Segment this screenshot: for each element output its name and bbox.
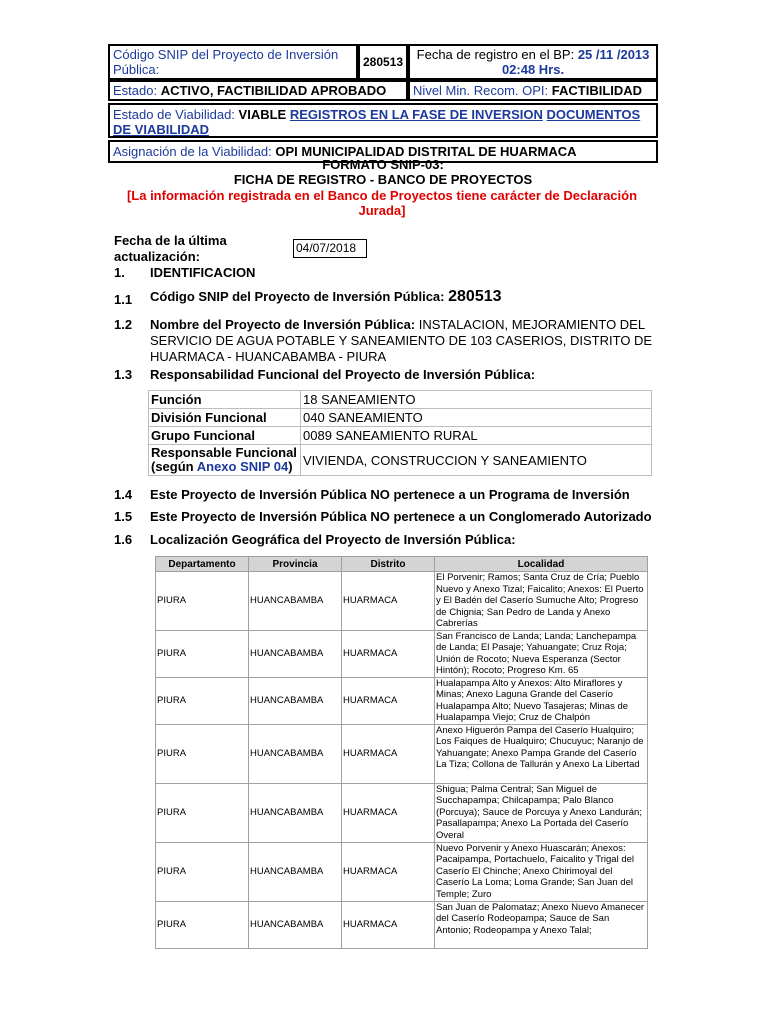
update-label: Fecha de la última actualización: [114,233,227,264]
cell-departamento: PIURA [156,724,249,783]
cell-provincia: HUANCABAMBA [249,572,342,631]
header-block [108,44,658,163]
viabilidad-value: VIABLE [238,107,287,122]
documentos-link[interactable]: DOCUMENTOS DE VIABILIDAD [113,107,641,137]
fecha-label: Fecha de registro en el BP: [416,47,575,62]
responsable-label: Responsable Funcional [151,445,297,460]
nivel-value: FACTIBILIDAD [551,83,643,98]
s15-num: 1.5 [114,509,133,524]
s11-label: Código SNIP del Proyecto de Inversión Pública: [150,289,445,304]
s14-label: Este Proyecto de Inversión Pública NO pertenece a un Programa de Inversión [150,487,630,502]
table-row [156,842,648,901]
table-row [156,572,648,631]
cell-localidad: San Juan de Palomataz; Anexo Nuevo Amanecer del Caserío Rodeopampa; Sauce de San Antonio; Rodeopampa y Anexo Talal; [435,901,648,948]
cell-localidad: El Porvenir; Ramos; Santa Cruz de Cría; Pueblo Nuevo y Anexo Tizal; Faicalito; Anexos: El Puerto y El Badén del Caserío Sumuche Alto; Progreso de Chignia; San Pedro de Landa y Anexo Cabrerías [435,572,648,631]
cell-provincia: HUANCABAMBA [249,724,342,783]
cell-localidad: San Francisco de Landa; Landa; Lanchepampa de Landa; El Pasaje; Yahuangate; Cruz Roja; Unión de Rocoto; Nueva Esperanza (Sector Hintón); Rocoto; Progreso Km. 65 [435,630,648,677]
header-top-table [108,44,658,101]
cell-provincia: HUANCABAMBA [249,901,342,948]
table-row [156,630,648,677]
estado-label: Estado: [113,83,158,98]
declaracion-note: [La información registrada en el Banco de Proyectos tiene carácter de Declaración Jurada] [126,188,638,218]
s1-num: 1. [114,265,125,280]
s11-value: 280513 [448,288,502,305]
header-departamento: Departamento [156,557,249,572]
table-row [156,783,648,842]
responsable-sub-open: (según [151,459,197,474]
header-provincia: Provincia [249,557,342,572]
s12-label: Nombre del Proyecto de Inversión Pública: [150,317,416,332]
responsable-sub-close: ) [288,459,293,474]
header-localidad: Localidad [435,557,648,572]
cell-localidad: Shigua; Palma Central; San Miguel de Succhapampa; Chilcapampa; Palo Blanco (Porcuya); Sauce de Porcuya y Anexo Landurán; Pasallapampa; Anexo La Portada del Caserío Overal [435,783,648,842]
localizacion-header-row [156,557,648,572]
table-row [156,901,648,948]
cell-provincia: HUANCABAMBA [249,677,342,724]
snip-value-cell [358,44,408,80]
division-row [149,409,652,427]
s13-label: Responsabilidad Funcional del Proyecto de Inversión Pública: [150,367,536,382]
responsable-label-cell [149,445,301,476]
cell-departamento: PIURA [156,842,249,901]
snip-value: 280513 [363,54,404,69]
cell-departamento: PIURA [156,783,249,842]
nivel-label: Nivel Min. Recom. OPI: [413,83,549,98]
s16-num: 1.6 [114,532,133,547]
registros-link[interactable]: REGISTROS EN LA FASE DE INVERSION [289,107,543,122]
cell-provincia: HUANCABAMBA [249,842,342,901]
s12-num: 1.2 [114,317,133,332]
funcion-value: 18 SANEAMIENTO [301,391,652,409]
viabilidad-row [108,103,658,138]
s12-value: INSTALACION, MEJORAMIENTO DEL SERVICIO DE AGUA POTABLE Y SANEAMIENTO DE 103 CASERIOS, DISTRITO DE HUARMACA - HUANCABAMBA - PIURA [150,317,653,364]
asignacion-value: OPI MUNICIPALIDAD DISTRITAL DE HUARMACA [275,144,577,159]
s14-num: 1.4 [114,487,133,502]
s12-text [150,317,660,365]
table-row [156,724,648,783]
viabilidad-label: Estado de Viabilidad: [113,107,235,122]
cell-localidad: Hualapampa Alto y Anexos: Alto Miraflores y Minas; Anexo Laguna Grande del Caserío Hualapampa Alto; Nuevo Tasajeras; Minas de Hualapampa Viejo; Cruz de Chalpón [435,677,648,724]
grupo-label: Grupo Funcional [149,427,301,445]
grupo-value: 0089 SANEAMIENTO RURAL [301,427,652,445]
estado-value: ACTIVO, FACTIBILIDAD APROBADO [160,83,387,98]
update-date: 04/07/2018 [293,239,367,258]
cell-distrito: HUARMACA [342,677,435,724]
nivel-cell [408,80,658,101]
ficha-title: FICHA DE REGISTRO - BANCO DE PROYECTOS [233,172,533,187]
snip-label: Código SNIP del Proyecto de Inversión Pública: [113,47,339,77]
table-row [156,677,648,724]
s11-text [150,289,660,305]
header-distrito: Distrito [342,557,435,572]
cell-distrito: HUARMACA [342,901,435,948]
division-value: 040 SANEAMIENTO [301,409,652,427]
cell-localidad: Nuevo Porvenir y Anexo Huascarán; Anexos: Pacaipampa, Portachuelo, Faicalito y Trigal del Caserío El Chinche; Anexo Chirimoyal del Caserío La Loma; Loma Grande; San Juan del Temple; Zuro [435,842,648,901]
cell-departamento: PIURA [156,572,249,631]
cell-departamento: PIURA [156,901,249,948]
cell-departamento: PIURA [156,677,249,724]
funcion-row [149,391,652,409]
responsable-row [149,445,652,476]
asignacion-label: Asignación de la Viabilidad: [113,144,272,159]
funcion-label: Función [149,391,301,409]
cell-distrito: HUARMACA [342,724,435,783]
formato-title: FORMATO SNIP-03: [322,157,444,172]
snip-label-cell [108,44,358,80]
anexo-snip-04-link[interactable]: Anexo SNIP 04 [196,459,289,474]
localizacion-table [155,556,648,949]
grupo-row [149,427,652,445]
cell-distrito: HUARMACA [342,842,435,901]
fecha-value: 25 /11 /2013 02:48 Hrs. [501,47,650,77]
cell-localidad: Anexo Higuerón Pampa del Caserío Hualquiro; Los Faiques de Hualquiro; Chucuyuc; Naranjo de Yahuangate; Anexo Pampa Grande del Caserío La Tiza; Collona de Tallurán y Anexo La Libertad [435,724,648,783]
s11-num: 1.1 [114,292,133,307]
s13-num: 1.3 [114,367,133,382]
cell-provincia: HUANCABAMBA [249,783,342,842]
s15-label: Este Proyecto de Inversión Pública NO pertenece a un Conglomerado Autorizado [150,509,652,524]
estado-cell [108,80,408,101]
cell-departamento: PIURA [156,630,249,677]
fecha-cell [408,44,658,80]
division-label: División Funcional [149,409,301,427]
s16-label: Localización Geográfica del Proyecto de Inversión Pública: [150,532,516,547]
cell-distrito: HUARMACA [342,783,435,842]
cell-distrito: HUARMACA [342,572,435,631]
cell-distrito: HUARMACA [342,630,435,677]
responsable-value: VIVIENDA, CONSTRUCCION Y SANEAMIENTO [301,445,652,476]
s1-title: IDENTIFICACION [150,265,256,280]
funcional-table [148,390,652,476]
cell-provincia: HUANCABAMBA [249,630,342,677]
